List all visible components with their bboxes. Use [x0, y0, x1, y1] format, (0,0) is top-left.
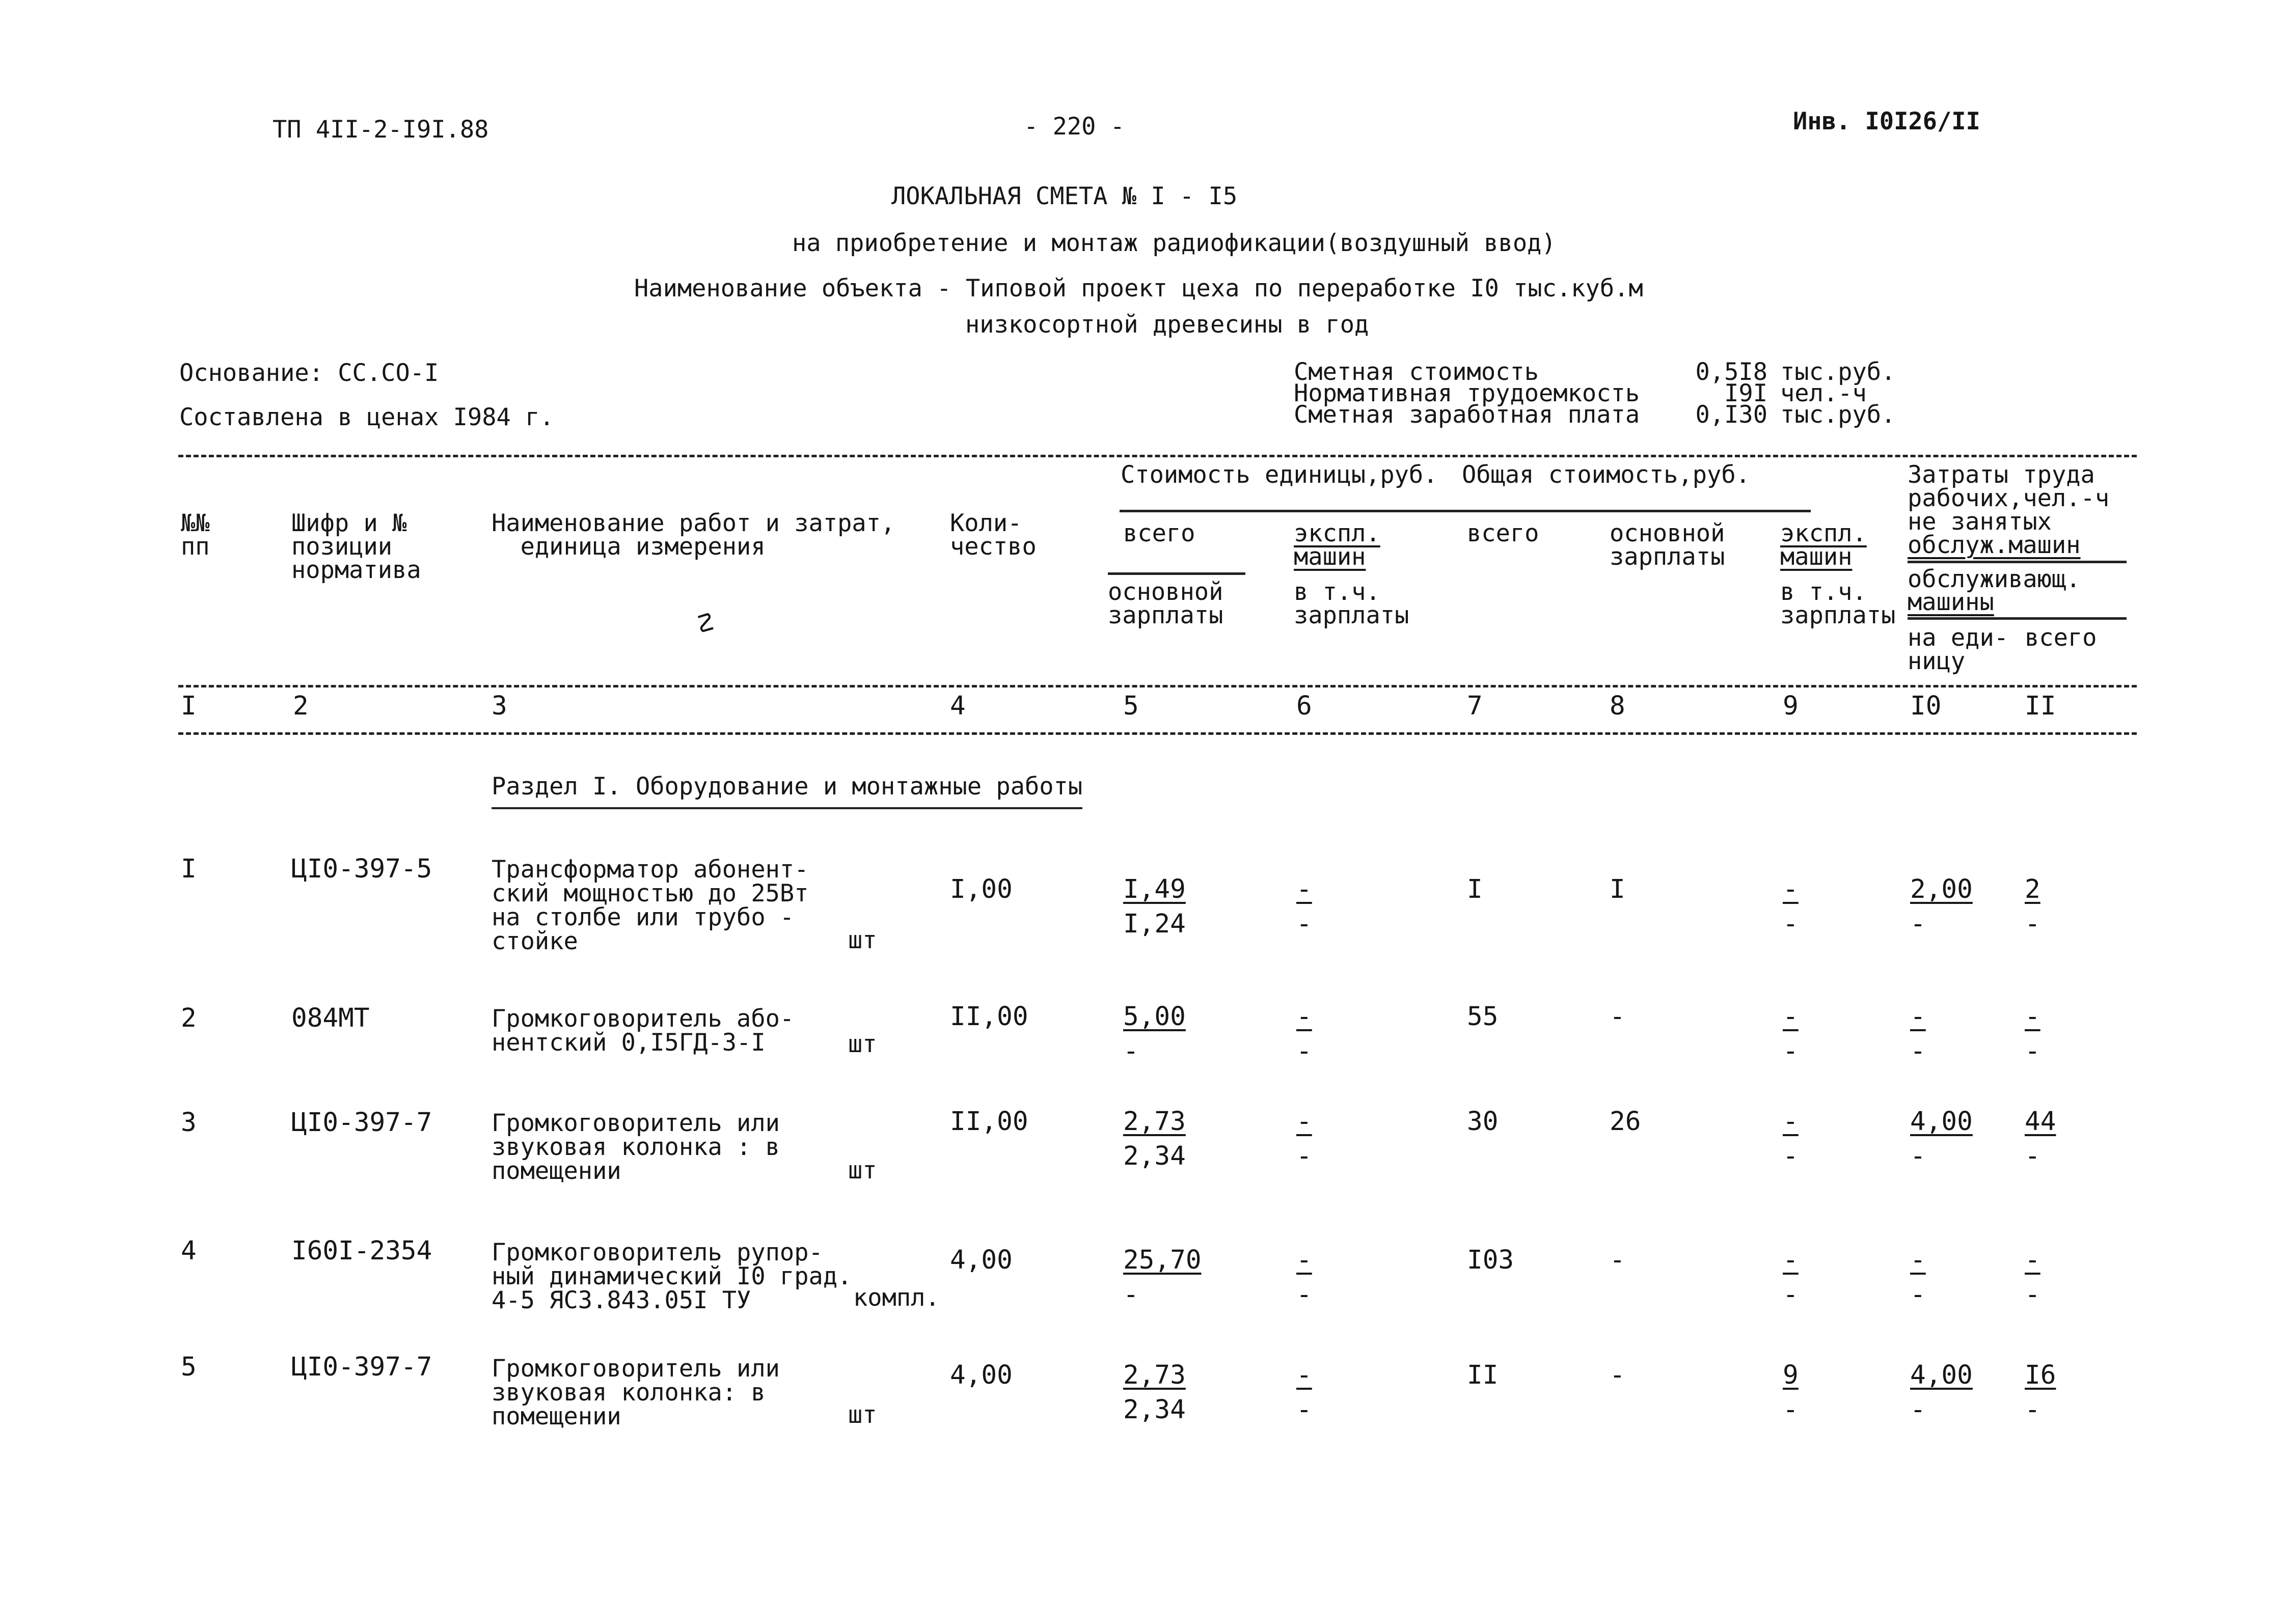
row-c6-wage: - [1296, 909, 1312, 939]
labor-servicing: обслуживающ. [1908, 565, 2081, 593]
row-c5-wage: 2,34 [1123, 1395, 1186, 1425]
row-c6-machines: - [1296, 1360, 1312, 1390]
row-c7-total: 30 [1467, 1107, 1499, 1137]
col-header-c6-bottom: в т.ч. зарплаты [1294, 578, 1409, 629]
summary-value-wage: 0,I30 [1695, 401, 1767, 429]
colnum-1: I [181, 691, 197, 721]
price-level: Составлена в ценах I984 г. [179, 403, 554, 431]
labor-machines: машины [1908, 588, 1994, 616]
summary-label-wage: Сметная заработная плата [1294, 401, 1640, 429]
row-c5-wage: 2,34 [1123, 1141, 1186, 1171]
row-c8-wage: I [1610, 874, 1625, 904]
scan-mark: ☡ [698, 609, 714, 639]
doc-code: ТП 4II-2-I9I.88 [273, 116, 489, 144]
row-c10-service-unit: - [1910, 1395, 1926, 1425]
row-c7-total: II [1467, 1360, 1499, 1390]
row-c8-wage: - [1610, 1360, 1625, 1390]
colnum-11: II [2025, 691, 2056, 721]
colnum-6: 6 [1296, 691, 1312, 721]
row-number: I [181, 854, 197, 884]
col-header-number: №№ пп [181, 509, 210, 561]
row-qty: 4,00 [950, 1245, 1013, 1275]
col-header-c8: основной зарплаты [1610, 519, 1725, 571]
row-c9-wage: - [1783, 1141, 1799, 1171]
colnum-2: 2 [293, 691, 309, 721]
row-c11-labor-total: - [2025, 1002, 2040, 1032]
row-c10-labor-unit: 4,00 [1910, 1107, 1973, 1137]
row-c10-service-unit: - [1910, 1280, 1926, 1310]
row-c8-wage: - [1610, 1245, 1625, 1275]
row-number: 4 [181, 1236, 197, 1266]
row-c7-total: I03 [1467, 1245, 1514, 1275]
row-unit: шт [848, 1157, 877, 1185]
row-code: ЦI0-397-7 [291, 1352, 432, 1382]
row-c10-labor-unit: 4,00 [1910, 1360, 1973, 1390]
summary-unit-wage: тыс.руб. [1780, 401, 1896, 429]
row-code: I60I-2354 [291, 1236, 432, 1266]
row-qty: 4,00 [950, 1360, 1013, 1390]
col-header-qty: Коли- чество [950, 509, 1037, 561]
row-c10-service-unit: - [1910, 1036, 1926, 1066]
object-name-cont: низкосортной древесины в год [965, 311, 1369, 339]
colnum-top-rule [178, 685, 2137, 687]
colnum-7: 7 [1467, 691, 1483, 721]
row-c6-machines: - [1296, 874, 1312, 904]
row-c9-wage: - [1783, 909, 1799, 939]
row-c9-machines: - [1783, 1245, 1799, 1275]
row-c6-wage: - [1296, 1036, 1312, 1066]
row-name: Громкоговоритель или звуковая колонка: в помещении [492, 1355, 780, 1430]
row-number: 2 [181, 1003, 197, 1033]
page-number: - 220 - [1024, 113, 1125, 141]
colnum-5: 5 [1123, 691, 1139, 721]
row-c11-labor-total: 2 [2025, 874, 2040, 904]
row-c5-wage: - [1123, 1280, 1139, 1310]
row-c10-service-unit: - [1910, 1141, 1926, 1171]
row-code: ЦI0-397-5 [291, 854, 432, 884]
row-c6-machines: - [1296, 1245, 1312, 1275]
row-c7-total: 55 [1467, 1002, 1499, 1032]
row-c5-total: I,49 [1123, 874, 1186, 904]
inventory-number: Инв. I0I26/II [1793, 107, 1980, 135]
col-header-c6-top: экспл. машин [1294, 519, 1380, 571]
labor-rule-2 [1908, 617, 2127, 620]
row-qty: I,00 [950, 874, 1013, 904]
row-c9-machines: - [1783, 1002, 1799, 1032]
row-unit: шт [848, 1401, 877, 1429]
row-name: Трансформатор абонент- ский мощностью до 25Вт на столбе или трубо - стойке [492, 856, 809, 955]
summary-value-labor: I9I [1724, 379, 1767, 407]
row-c5-total: 2,73 [1123, 1360, 1186, 1390]
col-header-code: Шифр и № позиции норматива [291, 509, 421, 584]
cost-group-rule [1120, 510, 1811, 512]
row-c5-wage: I,24 [1123, 909, 1186, 939]
basis: Основание: СС.СО-I [179, 359, 439, 387]
labor-machine-service: обслуж.машин [1908, 531, 2081, 559]
row-c11-labor-total: I6 [2025, 1360, 2056, 1390]
col-header-c5-top: всего [1123, 519, 1195, 547]
row-c6-wage: - [1296, 1395, 1312, 1425]
col-header-c7: всего [1467, 519, 1539, 547]
row-qty: II,00 [950, 1002, 1028, 1032]
row-qty: II,00 [950, 1107, 1028, 1137]
table-top-rule [178, 455, 2137, 457]
colnum-10: I0 [1910, 691, 1942, 721]
summary-label-cost: Сметная стоимость [1294, 358, 1539, 386]
colnum-4: 4 [950, 691, 966, 721]
labor-rule-1 [1908, 561, 2127, 563]
colnum-3: 3 [492, 691, 507, 721]
col-group-unit-cost: Стоимость единицы,руб. [1121, 461, 1438, 489]
row-c10-labor-unit: 2,00 [1910, 874, 1973, 904]
row-c8-wage: 26 [1610, 1107, 1641, 1137]
row-c11-service-total: - [2025, 1141, 2040, 1171]
row-code: 084МТ [291, 1003, 370, 1033]
row-c11-labor-total: 44 [2025, 1107, 2056, 1137]
c5-sub-rule [1108, 572, 1245, 575]
col-header-name: Наименование работ и затрат, единица измерения [492, 509, 895, 561]
row-c10-service-unit: - [1910, 909, 1926, 939]
col-header-c9-bottom: в т.ч. зарплаты [1780, 578, 1896, 629]
colnum-9: 9 [1783, 691, 1799, 721]
row-number: 3 [181, 1108, 197, 1138]
colnum-8: 8 [1610, 691, 1625, 721]
col-header-c9-top: экспл. машин [1780, 519, 1867, 571]
col-header-c11: всего [2025, 624, 2097, 652]
row-name: Громкоговоритель рупор- ный динамический I0 град. 4-5 ЯС3.843.05I ТУ [492, 1238, 852, 1314]
colnum-bottom-rule [178, 732, 2137, 735]
summary-unit-labor: чел.-ч [1780, 379, 1867, 407]
row-c9-machines: 9 [1783, 1360, 1799, 1390]
summary-unit-cost: тыс.руб. [1780, 358, 1896, 386]
row-unit: шт [848, 926, 877, 954]
row-c9-machines: - [1783, 874, 1799, 904]
row-c11-service-total: - [2025, 1036, 2040, 1066]
summary-label-labor: Нормативная трудоемкость [1294, 379, 1640, 407]
object-name: Наименование объекта - Типовой проект цеха по переработке I0 тыс.куб.м [634, 274, 1643, 302]
row-c9-wage: - [1783, 1036, 1799, 1066]
col-header-c5-bottom: основной зарплаты [1108, 578, 1223, 629]
row-name: Громкоговоритель или звуковая колонка : в помещении [492, 1109, 780, 1185]
estimate-subtitle: на приобретение и монтаж радиофикации(воздушный ввод) [792, 229, 1556, 257]
row-c10-labor-unit: - [1910, 1245, 1926, 1275]
estimate-title: ЛОКАЛЬНАЯ СМЕТА № I - I5 [891, 182, 1238, 210]
row-c5-total: 25,70 [1123, 1245, 1202, 1275]
row-c10-labor-unit: - [1910, 1002, 1926, 1032]
col-group-labor: Затраты труда рабочих,чел.-ч [1908, 461, 2110, 512]
row-c11-service-total: - [2025, 909, 2040, 939]
col-group-total-cost: Общая стоимость,руб. [1462, 461, 1750, 489]
row-code: ЦI0-397-7 [291, 1108, 432, 1138]
row-c8-wage: - [1610, 1002, 1625, 1032]
row-c6-wage: - [1296, 1141, 1312, 1171]
row-c11-labor-total: - [2025, 1245, 2040, 1275]
row-c7-total: I [1467, 874, 1483, 904]
row-c9-wage: - [1783, 1395, 1799, 1425]
col-header-c10: на еди- ницу [1908, 624, 2009, 675]
row-name: Громкоговоритель або- нентский 0,I5ГД-3-I [492, 1005, 795, 1057]
row-c11-service-total: - [2025, 1280, 2040, 1310]
row-c11-service-total: - [2025, 1395, 2040, 1425]
row-c5-total: 2,73 [1123, 1107, 1186, 1137]
section-title: Раздел I. Оборудование и монтажные работы [492, 773, 1083, 801]
row-unit: компл. [853, 1284, 940, 1312]
row-number: 5 [181, 1352, 197, 1382]
row-c6-wage: - [1296, 1280, 1312, 1310]
row-c6-machines: - [1296, 1107, 1312, 1137]
labor-not-occupied: не занятых [1908, 508, 2052, 536]
row-c5-total: 5,00 [1123, 1002, 1186, 1032]
row-c9-machines: - [1783, 1107, 1799, 1137]
summary-value-cost: 0,5I8 [1695, 358, 1767, 386]
row-c9-wage: - [1783, 1280, 1799, 1310]
row-c5-wage: - [1123, 1036, 1139, 1066]
row-unit: шт [848, 1030, 877, 1058]
row-c6-machines: - [1296, 1002, 1312, 1032]
section-title-underline [492, 807, 1082, 809]
